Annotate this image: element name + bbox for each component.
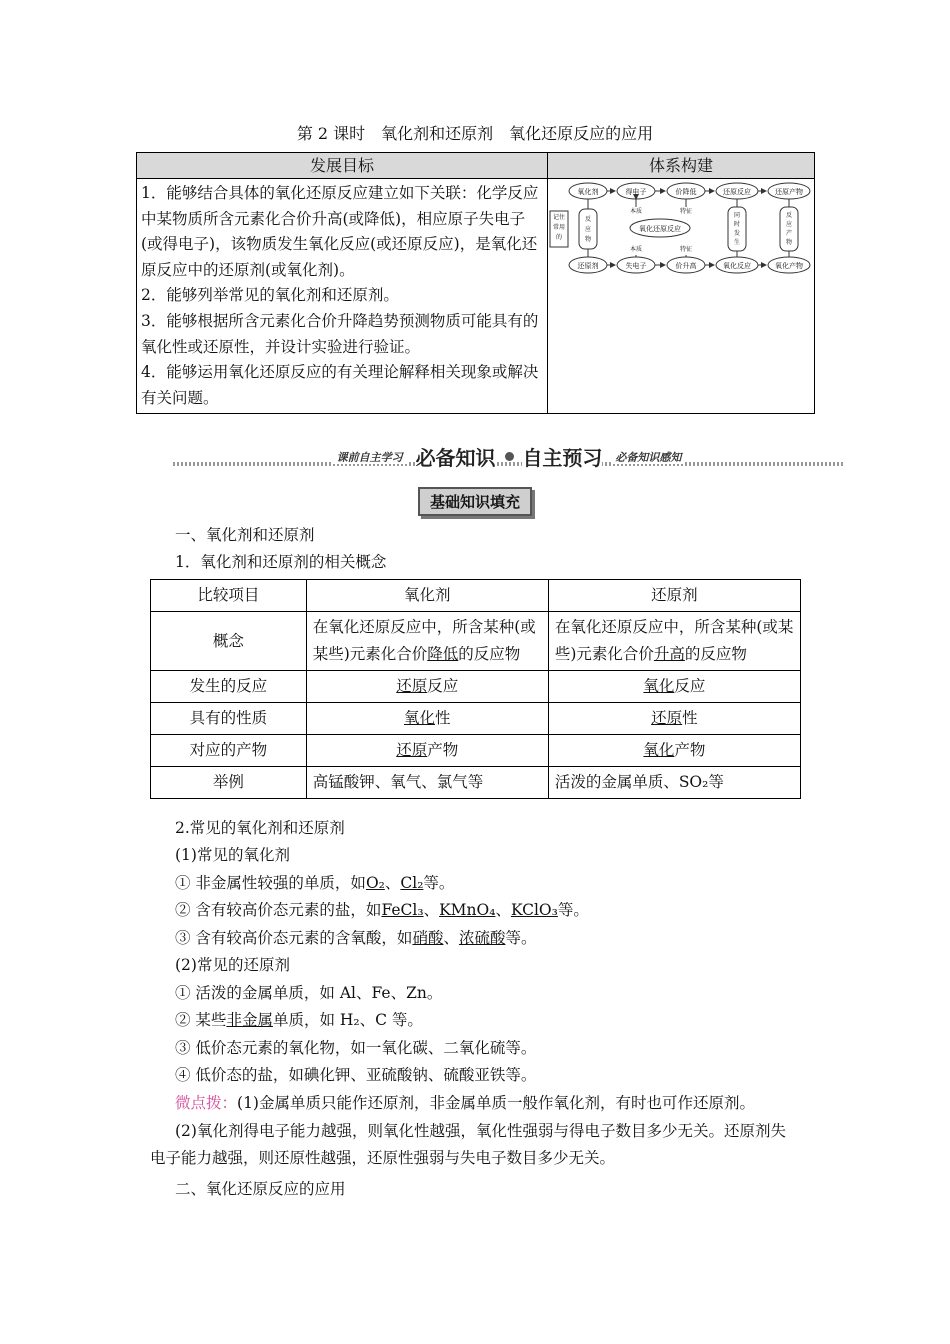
table-row [151, 671, 801, 703]
answer-blank: 还原 [396, 741, 428, 759]
subheading-common: 2.常见的氧化剂和还原剂 [175, 819, 345, 837]
list-item: ② 含有较高价态元素的盐，如FeCl₃、KMnO₄、KClO₃等。 [175, 901, 589, 919]
tip-text-2: (2)氧化剂得电子能力越强，则氧化性越强，氧化性强弱与得电子数目多少无关。还原剂失电子能力越强，则还原性越强，还原性强弱与失电子数目多少无关。 [150, 1122, 786, 1167]
table-header-cell: 氧化剂 [306, 580, 548, 612]
tip-label: 微点拨： [175, 1094, 238, 1112]
row-label: 对应的产物 [151, 735, 307, 767]
heading-common-oxidants: (1)常见的氧化剂 [175, 846, 290, 864]
node-redox-center-label: 氧化还原反应 [639, 225, 681, 233]
label-feature-bottom: 特征 [679, 246, 693, 253]
answer-blank: O₂ [365, 874, 385, 892]
node-lose-electron-label: 失电子 [625, 262, 647, 270]
svg-text:常用: 常用 [552, 224, 566, 231]
heading-oxidant-reductant: 一、氧化剂和还原剂 [175, 526, 315, 544]
concept-diagram [548, 179, 814, 279]
node-oxidation-product-label: 氧化产物 [775, 262, 803, 270]
list-item: ① 活泼的金属单质，如 Al、Fe、Zn。 [175, 984, 443, 1002]
table-row [151, 580, 801, 612]
list-item: ① 非金属性较强的单质，如O₂、Cl₂等。 [175, 874, 455, 892]
answer-blank: 还原 [651, 709, 683, 727]
table-header-cell: 比较项目 [151, 580, 307, 612]
table-row [151, 612, 801, 671]
example-oxidant: 高锰酸钾、氧气、氯气等 [306, 767, 548, 799]
list-item: ④ 低价态的盐，如碘化钾、亚硫酸钠、硫酸亚铁等。 [175, 1066, 537, 1084]
subheading-concepts: 1．氧化剂和还原剂的相关概念 [175, 553, 387, 571]
banner-dot-icon [505, 452, 514, 461]
svg-text:物: 物 [785, 239, 793, 246]
table-row [151, 703, 801, 735]
system-header: 体系构建 [548, 153, 815, 179]
svg-text:应: 应 [584, 226, 592, 233]
svg-text:产: 产 [785, 230, 793, 237]
answer-blank: 降低 [427, 645, 459, 663]
property-oxidant: 氧化性 [306, 703, 548, 735]
svg-text:反: 反 [785, 212, 793, 219]
reaction-oxidant: 还原反应 [306, 671, 548, 703]
label-feature-top: 特征 [679, 208, 693, 215]
table-row [151, 735, 801, 767]
node-reduction-reaction-label: 还原反应 [723, 188, 751, 196]
node-oxidation-reaction-label: 氧化反应 [723, 262, 751, 270]
row-label: 举例 [151, 767, 307, 799]
section-box-title: 基础知识填充 [418, 487, 532, 516]
answer-blank: KMnO₄ [439, 901, 496, 919]
tip-text-1: (1)金属单质只能作还原剂，非金属单质一般作氧化剂，有时也可作还原剂。 [237, 1094, 755, 1112]
goal-item: 3．能够根据所含元素化合价升降趋势预测物质可能具有的氧化性或还原性，并设计实验进行验证。 [141, 311, 539, 356]
heading-redox-applications: 二、氧化还原反应的应用 [175, 1180, 346, 1198]
goal-item: 4．能够运用氧化还原反应的有关理论解释相关现象或解决有关问题。 [141, 363, 539, 407]
node-valence-down-label: 价降低 [675, 188, 697, 196]
node-valence-up-label: 价升高 [675, 262, 697, 270]
goals-table [136, 152, 815, 414]
node-reduction-product-label: 还原产物 [775, 188, 803, 196]
svg-text:同: 同 [733, 212, 741, 219]
node-oxidant-label: 氧化剂 [577, 188, 599, 196]
answer-blank: 浓硫酸 [458, 929, 506, 947]
label-essence-bottom: 本质 [629, 246, 643, 253]
goals-cell [137, 179, 548, 414]
heading-common-reductants: (2)常见的还原剂 [175, 956, 290, 974]
example-reductant: 活泼的金属单质、SO₂等 [548, 767, 800, 799]
goals-header: 发展目标 [137, 153, 548, 179]
table-header-cell: 还原剂 [548, 580, 800, 612]
svg-text:生: 生 [733, 239, 741, 246]
reaction-reductant: 氧化反应 [548, 671, 800, 703]
row-label: 发生的反应 [151, 671, 307, 703]
answer-blank: 升高 [653, 645, 685, 663]
answer-blank: 氧化 [643, 741, 675, 759]
property-reductant: 还原性 [548, 703, 800, 735]
answer-blank: 硝酸 [412, 929, 444, 947]
product-reductant: 氧化产物 [548, 735, 800, 767]
goal-item: 1．能够结合具体的氧化还原反应建立如下关联：化学反应中某物质所含元素化合价升高(或降低)，相应原子失电子(或得电子)，该物质发生氧化反应(或还原反应)，是氧化还原反应中的还原剂(或氧化剂)。 [141, 184, 539, 279]
section-banner [173, 442, 845, 470]
svg-text:反: 反 [584, 216, 592, 223]
concept-oxidant: 在氧化还原反应中，所含某种(或某些)元素化合价降低的反应物 [306, 612, 548, 671]
answer-blank: 还原 [396, 677, 428, 695]
list-item: ③ 低价态元素的氧化物，如一氧化碳、二氧化硫等。 [175, 1039, 537, 1057]
note-box-label: 记住 [552, 214, 566, 221]
answer-blank: FeCl₃ [381, 901, 424, 919]
answer-blank: 氧化 [403, 709, 435, 727]
svg-text:应: 应 [785, 221, 793, 228]
row-label: 具有的性质 [151, 703, 307, 735]
label-essence-top: 本质 [629, 208, 643, 215]
node-reductant-label: 还原剂 [577, 262, 599, 270]
goal-item: 2．能够列举常见的氧化剂和还原剂。 [141, 286, 399, 305]
answer-blank: KClO₃ [510, 901, 558, 919]
answer-blank: Cl₂ [400, 874, 424, 892]
product-oxidant: 还原产物 [306, 735, 548, 767]
list-item: ③ 含有较高价态元素的含氧酸，如硝酸、浓硫酸等。 [175, 929, 537, 947]
node-gain-electron-label: 得电子 [625, 188, 647, 196]
concept-diagram-cell [548, 179, 815, 414]
svg-text:物: 物 [584, 236, 592, 243]
table-row [151, 767, 801, 799]
banner-main-text-1: 必备知识 [415, 446, 496, 470]
answer-blank: 非金属 [226, 1011, 273, 1029]
concept-reductant: 在氧化还原反应中，所含某种(或某些)元素化合价升高的反应物 [548, 612, 800, 671]
svg-text:的: 的 [555, 234, 563, 241]
list-item: ② 某些非金属单质，如 H₂、C 等。 [175, 1011, 423, 1029]
svg-text:时: 时 [733, 221, 741, 228]
comparison-table [150, 579, 801, 799]
tip-line [175, 1091, 755, 1113]
banner-main-text-2: 自主预习 [522, 446, 603, 470]
banner-left-text: 课前自主学习 [333, 451, 407, 464]
svg-text:发: 发 [733, 230, 741, 237]
page-title: 第 2 课时 氧化剂和还原剂 氧化还原反应的应用 [296, 124, 654, 143]
row-label: 概念 [151, 612, 307, 671]
banner-right-text: 必备知识感知 [611, 451, 685, 464]
section-box-title-wrap [0, 487, 950, 516]
answer-blank: 氧化 [643, 677, 675, 695]
